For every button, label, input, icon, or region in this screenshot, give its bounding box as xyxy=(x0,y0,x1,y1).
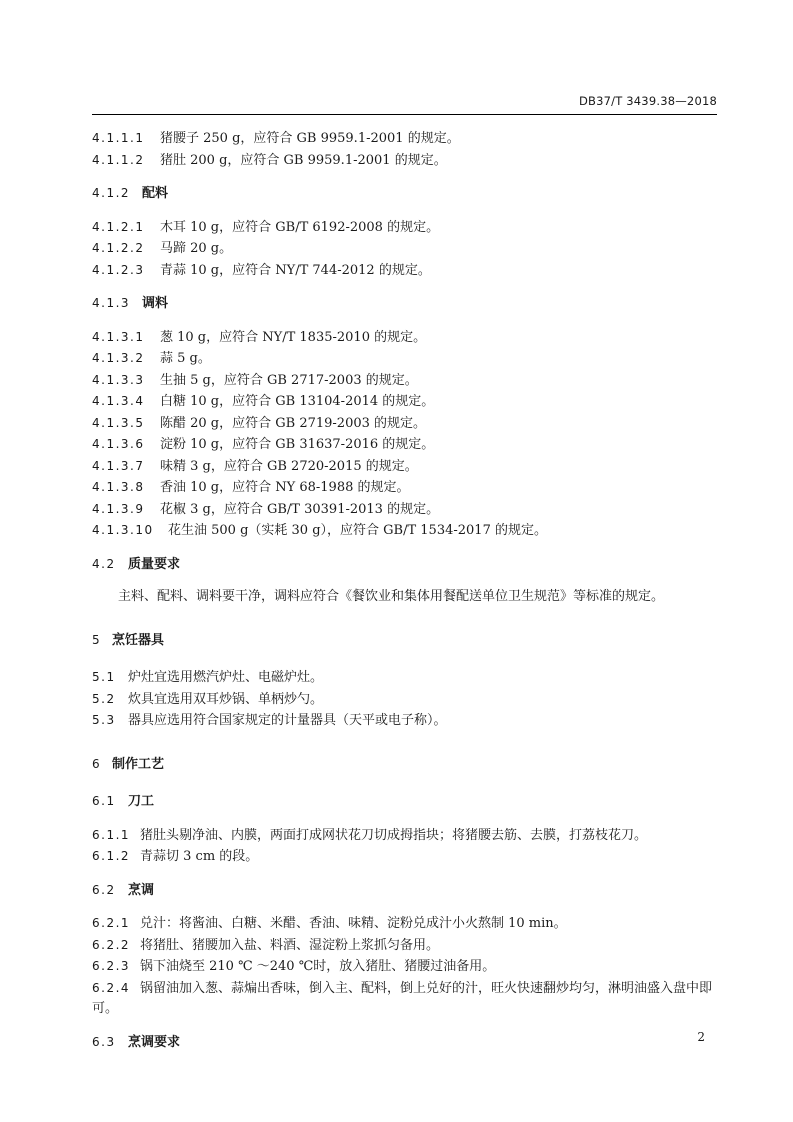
clause-6-2-2: 6.2.2 将猪肚、猪腰加入盐、料酒、湿淀粉上浆抓匀备用。 xyxy=(92,937,440,953)
clause-5-1: 5.1 炉灶宜选用燃汽炉灶、电磁炉灶。 xyxy=(92,670,324,685)
page-number: 2 xyxy=(697,1030,705,1044)
heading-6-1: 6.1 刀工 xyxy=(92,794,155,809)
clause-4-1-2-3: 4.1.2.3 青蒜 10 g，应符合 NY/T 744-2012 的规定。 xyxy=(92,262,431,278)
header-rule xyxy=(92,114,717,115)
paragraph-4-2: 主料、配料、调料要干净，调料应符合《餐饮业和集体用餐配送单位卫生规范》等标准的规定。 xyxy=(118,589,665,604)
clause-6-1-2: 6.1.2 青蒜切 3 cm 的段。 xyxy=(92,849,259,864)
clause-6-2-4: 6.2.4 锅留油加入葱、蒜煸出香味，倒入主、配料，倒上兑好的汁，旺火快速翻炒均匀，淋明油盛入盘中即可。 xyxy=(92,980,713,1016)
clause-6-2-3: 6.2.3 锅下油烧至 210 ℃ ～240 ℃时，放入猪肚、猪腰过油备用。 xyxy=(92,959,496,974)
heading-4-2: 4.2 质量要求 xyxy=(92,556,181,572)
heading-4-1-2: 4.1.2 配料 xyxy=(92,186,169,201)
clause-4-1-2-1: 4.1.2.1 木耳 10 g，应符合 GB/T 6192-2008 的规定。 xyxy=(92,219,440,235)
heading-6: 6 制作工艺 xyxy=(92,756,165,772)
clause-4-1-3-2: 4.1.3.2 蒜 5 g。 xyxy=(92,351,211,366)
clause-5-2: 5.2 炊具宜选用双耳炒锅、单柄炒勺。 xyxy=(92,691,324,707)
clause-4-1-1-2: 4.1.1.2 猪肚 200 g，应符合 GB 9959.1-2001 的规定。 xyxy=(92,152,447,168)
document-body xyxy=(92,128,717,1053)
clause-4-1-3-5: 4.1.3.5 陈醋 20 g，应符合 GB 2719-2003 的规定。 xyxy=(92,415,427,431)
heading-6-3: 6.3 烹调要求 xyxy=(92,1034,181,1050)
heading-5: 5 烹饪器具 xyxy=(92,632,165,648)
clause-5-3: 5.3 器具应选用符合国家规定的计量器具（天平或电子称）。 xyxy=(92,713,447,728)
clause-6-1-1: 6.1.1 猪肚头剔净油、内膜，两面打成网状花刀切成拇指块；将猪腰去筋、去膜，打荔枝花刀。 xyxy=(92,827,648,843)
clause-4-1-1-1: 4.1.1.1 猪腰子 250 g，应符合 GB 9959.1-2001 的规定。 xyxy=(92,131,460,146)
clause-4-1-2-2: 4.1.2.2 马蹄 20 g。 xyxy=(92,241,233,256)
clause-4-1-3-10: 4.1.3.10 花生油 500 g（实耗 30 g），应符合 GB/T 1534-2017 的规定。 xyxy=(92,523,547,538)
clause-4-1-3-1: 4.1.3.1 葱 10 g，应符合 NY/T 1835-2010 的规定。 xyxy=(92,329,427,345)
clause-4-1-3-4: 4.1.3.4 白糖 10 g，应符合 GB 13104-2014 的规定。 xyxy=(92,394,435,409)
clause-4-1-3-3: 4.1.3.3 生抽 5 g，应符合 GB 2717-2003 的规定。 xyxy=(92,372,418,388)
clause-4-1-3-6: 4.1.3.6 淀粉 10 g，应符合 GB 31637-2016 的规定。 xyxy=(92,437,435,452)
clause-4-1-3-8: 4.1.3.8 香油 10 g，应符合 NY 68-1988 的规定。 xyxy=(92,480,410,495)
clause-6-2-1: 6.2.1 兑汁：将酱油、白糖、米醋、香油、味精、淀粉兑成汁小火熬制 10 min。 xyxy=(92,916,567,931)
clause-4-1-3-9: 4.1.3.9 花椒 3 g，应符合 GB/T 30391-2013 的规定。 xyxy=(92,501,440,517)
clause-4-1-3-7: 4.1.3.7 味精 3 g，应符合 GB 2720-2015 的规定。 xyxy=(92,458,418,474)
heading-4-1-3: 4.1.3 调料 xyxy=(92,296,169,311)
heading-6-2: 6.2 烹调 xyxy=(92,882,155,898)
document-code: DB37/T 3439.38—2018 xyxy=(578,94,717,108)
